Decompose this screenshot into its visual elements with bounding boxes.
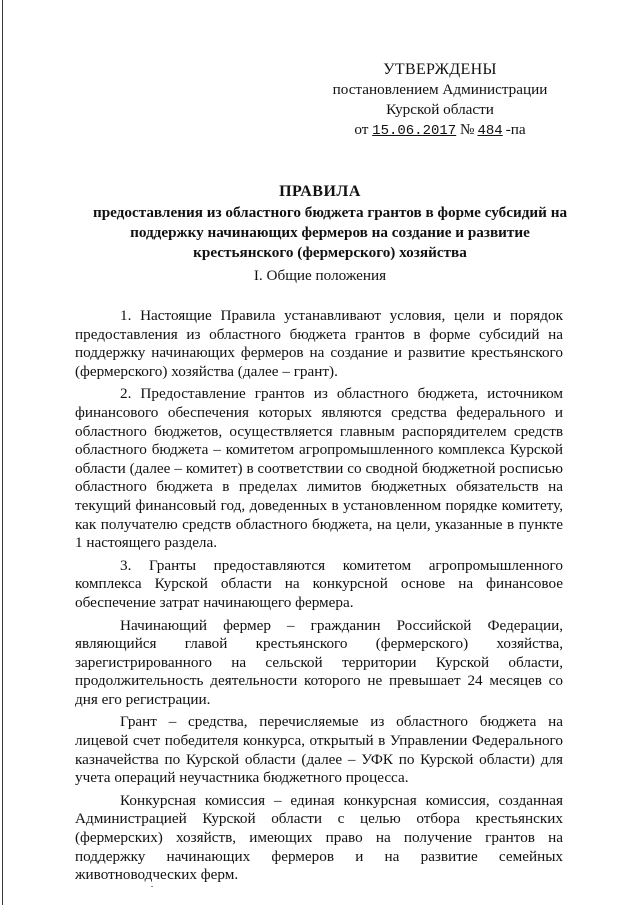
paragraph-1: 1. Настоящие Правила устанавливают условия, цели и порядок предоставления из областного бюджета грантов в форме субсидий на поддержку начинающих фермеров на создание и развитие крестьянского (фермерского) хозяйства (далее – грант).	[75, 307, 563, 380]
paragraph-3: 3. Гранты предоставляются комитетом агропромышленного комплекса Курской области на конкурсной основе на финансовое обеспечение затрат начинающего фермера.	[75, 556, 563, 611]
approval-line-2: Курской области	[386, 101, 494, 118]
approval-number-prefix: №	[459, 121, 475, 138]
rules-title: ПРАВИЛА	[279, 183, 361, 200]
paragraph-4: Начинающий фермер – гражданин Российской Федерации, являющийся главой крестьянского (фермерского) хозяйства, зарегистрированного на сельской территории Курской области, продолжительность деятельности которого не превышает 24 месяцев со дня его регистрации.	[75, 616, 563, 708]
paragraph-6: Конкурсная комиссия – единая конкурсная комиссия, созданная Администрацией Курской области с целью отбора крестьянских (фермерских) хозяйств, имеющих право на получение грантов на поддержку начинающих фермеров и на развитие семейных животноводческих ферм.	[75, 791, 563, 884]
approval-stamp-block	[300, 60, 580, 141]
approval-date-prefix: от	[354, 121, 369, 138]
approval-number-suffix: -па	[505, 121, 526, 138]
paragraph-5: Грант – средства, перечисляемые из областного бюджета на лицевой счет победителя конкурса, открытый в Управлении Федерального казначейства по Курской области (далее – УФК по Курской области) для учета операций неучастника бюджетного процесса.	[75, 713, 563, 787]
page-left-edge-line	[2, 0, 3, 905]
approval-date: 15.06.2017	[372, 123, 457, 139]
approval-date-line	[300, 120, 580, 141]
section-title: I. Общие положения	[253, 267, 387, 284]
approval-title: УТВЕРЖДЕНЫ	[383, 61, 497, 78]
approval-line-1: постановлением Администрации	[332, 81, 548, 98]
rules-subtitle: предоставления из областного бюджета грантов в форме субсидий на поддержку начинающих фермеров на создание и развитие крестьянского (фермерского) хозяйства	[92, 204, 568, 261]
scan-speck	[151, 886, 153, 887]
document-body	[75, 307, 563, 889]
paragraph-2: 2. Предоставление грантов из областного бюджета, источником финансового обеспечения которых являются средства федерального и областного бюджетов, осуществляется главным распорядителем средств областного бюджета – комитетом агропромышленного комплекса Курской области (далее – комитет) в соответствии со сводной бюджетной росписью областного бюджета в пределах лимитов бюджетных обязательств на текущий финансовый год, доведенных в установленном порядке комитету, как получателю средств областного бюджета, на цели, указанные в пункте 1 настоящего раздела.	[75, 385, 563, 552]
approval-number: 484	[477, 123, 503, 139]
